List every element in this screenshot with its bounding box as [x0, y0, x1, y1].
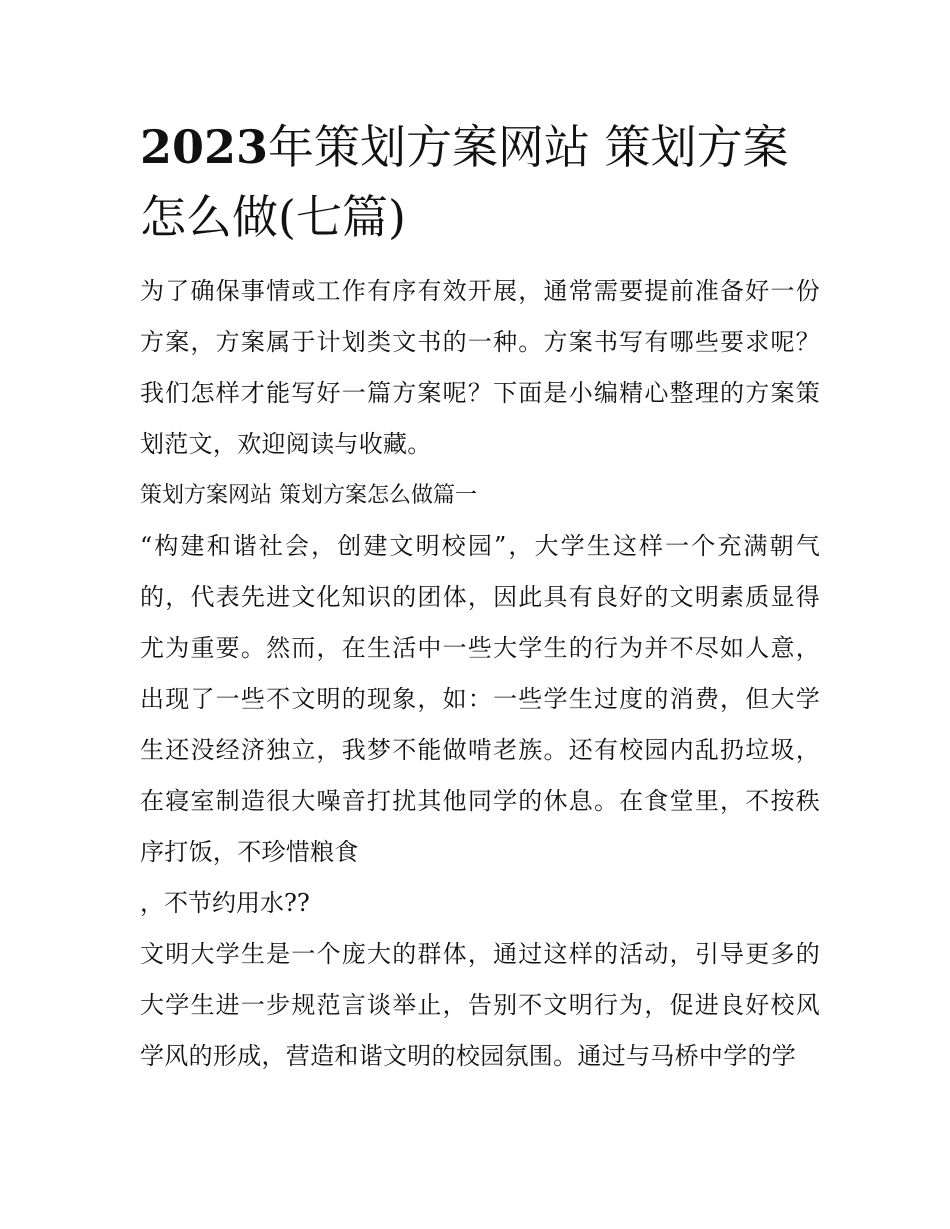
title-text: 年策划方案网站 策划方案怎么做(七篇) [140, 120, 789, 244]
body-paragraph-1: “构建和谐社会，创建文明校园”，大学生这样一个充满朝气的，代表先进文化知识的团体，因此具有良好的文明素质显得尤为重要。然而，在生活中一些大学生的行为并不尽如人意，出现了一些不文明的现象，如：一些学生过度的消费，但大学生还没经济独立，我梦不能做啃老族。还有校园内乱扔垃圾，在寝室制造很大噪音打扰其他同学的休息。在食堂里，不按秩序打饭，不珍惜粮食 [140, 532, 820, 866]
intro-paragraph: 为了确保事情或工作有序有效开展，通常需要提前准备好一份方案，方案属于计划类文书的一种。方案书写有哪些要求呢？我们怎样才能写好一篇方案呢？下面是小编精心整理的方案策划范文，欢迎阅读与收藏。 [140, 277, 820, 458]
document-page [140, 112, 820, 1082]
title-year: 2023 [140, 120, 269, 174]
body-paragraph-2: ，不节约用水?? [140, 889, 310, 917]
section-heading: 策划方案网站 策划方案怎么做篇一 [140, 483, 477, 508]
body-paragraph-3: 文明大学生是一个庞大的群体，通过这样的活动，引导更多的大学生进一步规范言谈举止，告别不文明行为，促进良好校风学风的形成，营造和谐文明的校园氛围。通过与马桥中学的学 [140, 940, 820, 1070]
document-title [140, 112, 820, 252]
